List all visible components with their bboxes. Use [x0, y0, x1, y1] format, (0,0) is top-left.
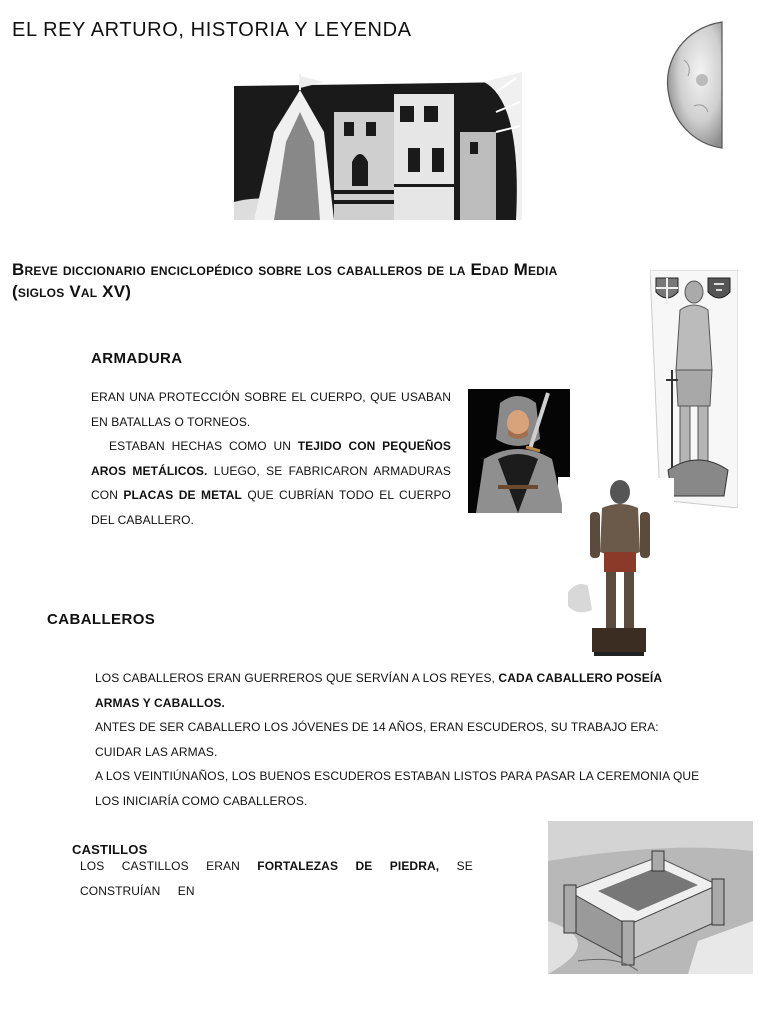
castillos-p1-bold: FORTALEZAS DE PIEDRA, [257, 859, 440, 873]
armadura-paragraph-2 [91, 434, 451, 532]
plate-armor-image [562, 478, 674, 660]
caballeros-p1-text: LOS CABALLEROS ERAN GUERREROS QUE SERVÍAN A LOS REYES, [95, 671, 499, 685]
armadura-text [91, 385, 451, 532]
castillos-text [80, 854, 536, 903]
castle-drawing-image [234, 72, 522, 220]
caballeros-paragraph-2: ANTES DE SER CABALLERO LOS JÓVENES DE 14 AÑOS, ERAN ESCUDEROS, SU TRABAJO ERA: CUIDAR LAS ARMAS. [95, 720, 659, 759]
caballeros-paragraph-3: A LOS VEINTIÚNAÑOS, LOS BUENOS ESCUDEROS ESTABAN LISTOS PARA PASAR LA CEREMONIA QUE LOS INICIARÍA COMO CABALLEROS. [95, 769, 700, 808]
castillos-p1-text-a: LOS CASTILLOS ERAN [80, 859, 258, 873]
castillos-p1-text-c: SE CONSTRUÍAN EN [80, 859, 473, 898]
knight-effigy-image [650, 270, 738, 508]
caballeros-text [95, 666, 707, 813]
caballeros-p1-bold: CADA CABALLERO POSEÍA ARMAS Y CABALLOS. [95, 671, 662, 710]
castillos-heading: CASTILLOS [72, 842, 148, 857]
armadura-p2-text-a: ESTABAN HECHAS COMO UN [109, 439, 298, 453]
castle-aerial-image [548, 821, 753, 974]
subtitle-line-1: Breve diccionario enciclopédico sobre los caballeros de la Edad Media [12, 260, 558, 279]
armadura-p2-text-c: LUEGO, SE FABRICARON ARMADURAS CON [91, 463, 451, 502]
armadura-heading: ARMADURA [91, 350, 183, 367]
armadura-paragraph-1: ERAN UNA PROTECCIÓN SOBRE EL CUERPO, QUE USABAN EN BATALLAS O TORNEOS. [91, 390, 451, 429]
caballeros-paragraph-1 [95, 666, 707, 715]
armadura-p2-text-e: QUE CUBRÍAN TODO EL CUERPO DEL CABALLERO. [91, 488, 451, 527]
page-title: EL REY ARTURO, HISTORIA Y LEYENDA [12, 19, 412, 41]
chainmail-knight-image [468, 389, 570, 513]
subtitle-line-2: (siglos Val XV) [12, 282, 132, 301]
armadura-p2-bold-chainmail: TEJIDO CON PEQUEÑOS AROS METÁLICOS. [91, 439, 451, 478]
page-subtitle [12, 259, 672, 303]
moon-image [664, 20, 724, 152]
caballeros-heading: CABALLEROS [47, 611, 156, 628]
armadura-p2-bold-plates: PLACAS DE METAL [123, 488, 242, 502]
